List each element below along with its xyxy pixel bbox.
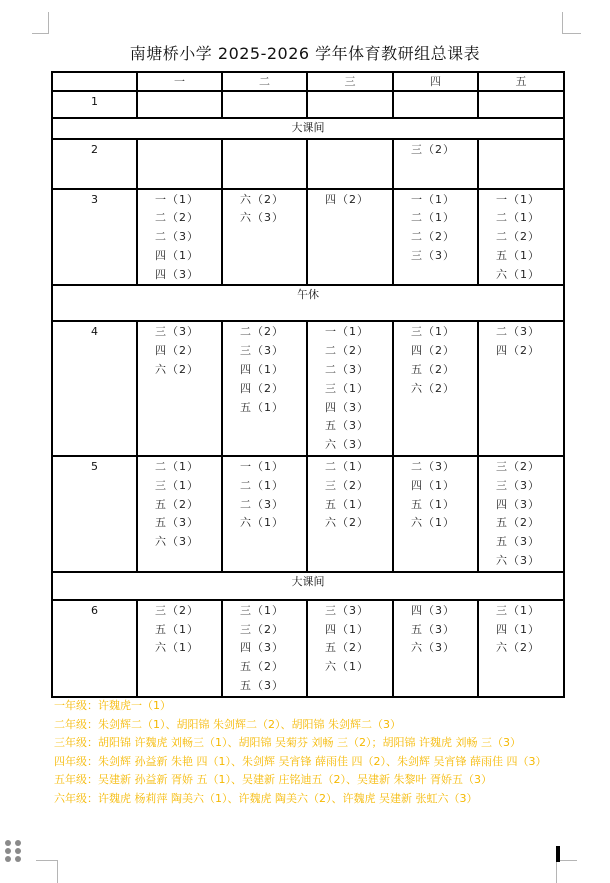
schedule-cell[interactable]: [307, 456, 393, 572]
period-number[interactable]: 1: [52, 91, 137, 118]
class-list: [394, 457, 477, 533]
class-entry: 四（3）: [240, 641, 284, 655]
class-list: [138, 92, 221, 93]
period-row: [52, 139, 564, 189]
class-entry: 四（3）: [325, 400, 369, 414]
class-entry: 二（1）: [240, 478, 284, 492]
schedule-cell[interactable]: [393, 600, 478, 697]
class-entry: 三（2）: [496, 460, 540, 474]
class-list: [479, 457, 563, 571]
class-entry: 四（1）: [496, 622, 540, 636]
schedule-cell[interactable]: [137, 91, 222, 118]
schedule-cell[interactable]: [478, 139, 564, 189]
class-entry: 四（2）: [325, 192, 369, 206]
class-entry: 五（1）: [325, 497, 369, 511]
schedule-cell[interactable]: [478, 456, 564, 572]
class-list: [394, 190, 477, 266]
crop-mark-top-left: [32, 12, 49, 34]
class-entry: 二（1）: [496, 211, 540, 225]
schedule-cell[interactable]: [478, 189, 564, 286]
class-entry: 四（1）: [240, 363, 284, 377]
period-number[interactable]: 4: [52, 321, 137, 456]
schedule-cell[interactable]: [307, 189, 393, 286]
class-entry: 五（2）: [240, 660, 284, 674]
period-row: [52, 456, 564, 572]
schedule-cell[interactable]: [478, 91, 564, 118]
class-entry: 四（2）: [240, 381, 284, 395]
class-entry: 四（2）: [155, 344, 199, 358]
document-title: 南塘桥小学 2025-2026 学年体育教研组总课表: [129, 44, 481, 63]
period-row: [52, 321, 564, 456]
schedule-cell[interactable]: [307, 139, 393, 189]
class-entry: 一（1）: [496, 192, 540, 206]
schedule-cell[interactable]: [393, 321, 478, 456]
class-entry: 五（2）: [411, 363, 455, 377]
class-entry: 三（1）: [411, 325, 455, 339]
text-cursor: [556, 846, 560, 862]
class-entry: 五（3）: [240, 679, 284, 693]
drag-dot: [15, 848, 21, 854]
schedule-cell[interactable]: [478, 600, 564, 697]
class-entry: 六（2）: [325, 516, 369, 530]
class-entry: 六（3）: [496, 554, 540, 568]
class-entry: 六（3）: [325, 438, 369, 452]
class-entry: 一（1）: [325, 325, 369, 339]
period-row: [52, 91, 564, 118]
class-list: [308, 322, 392, 455]
class-entry: 五（2）: [155, 497, 199, 511]
class-entry: 二（2）: [155, 211, 199, 225]
class-entry: 六（2）: [240, 192, 284, 206]
schedule-cell[interactable]: [393, 189, 478, 286]
class-entry: 五（1）: [155, 622, 199, 636]
class-list: [223, 601, 306, 696]
class-list: [479, 92, 563, 93]
class-list: [223, 92, 306, 93]
class-entry: 六（1）: [325, 660, 369, 674]
class-entry: 二（2）: [325, 344, 369, 358]
class-entry: 五（3）: [325, 419, 369, 433]
class-entry: 六（1）: [411, 516, 455, 530]
class-entry: 五（1）: [496, 248, 540, 262]
schedule-cell[interactable]: [307, 321, 393, 456]
schedule-cell[interactable]: [137, 600, 222, 697]
break-label[interactable]: 午休: [52, 285, 564, 321]
class-entry: 五（3）: [411, 622, 455, 636]
class-entry: 二（1）: [325, 460, 369, 474]
crop-mark-bottom-left: [36, 860, 58, 883]
class-entry: 六（1）: [240, 516, 284, 530]
class-entry: 六（2）: [496, 641, 540, 655]
class-entry: 四（1）: [155, 248, 199, 262]
schedule-cell[interactable]: [393, 91, 478, 118]
class-entry: 二（3）: [240, 497, 284, 511]
class-entry: 六（3）: [155, 535, 199, 549]
crop-mark-bottom-right: [556, 860, 577, 883]
drag-dot: [15, 840, 21, 846]
class-list: [308, 457, 392, 533]
class-list: [138, 140, 221, 141]
header-day-2[interactable]: 二: [222, 72, 307, 91]
schedule-cell[interactable]: [478, 321, 564, 456]
header-day-5[interactable]: 五: [478, 72, 564, 91]
period-row: [52, 600, 564, 697]
schedule-cell[interactable]: [222, 321, 307, 456]
class-list: [394, 92, 477, 93]
class-entry: 四（2）: [411, 344, 455, 358]
schedule-cell[interactable]: [137, 139, 222, 189]
schedule-cell[interactable]: [307, 600, 393, 697]
class-entry: 四（1）: [325, 622, 369, 636]
drag-dot: [5, 840, 11, 846]
class-entry: 四（3）: [155, 267, 199, 281]
drag-handle-icon[interactable]: [5, 840, 21, 868]
class-list: [223, 140, 306, 141]
schedule-cell[interactable]: [222, 139, 307, 189]
schedule-cell[interactable]: [393, 456, 478, 572]
schedule-cell[interactable]: [222, 600, 307, 697]
schedule-cell[interactable]: [137, 456, 222, 572]
class-list: [138, 322, 221, 379]
class-list: [308, 190, 392, 210]
teacher-assignment-notes[interactable]: [54, 697, 564, 808]
header-row: [52, 72, 564, 91]
class-entry: 三（3）: [411, 248, 455, 262]
header-day-3[interactable]: 三: [307, 72, 393, 91]
class-entry: 六（1）: [496, 267, 540, 281]
break-row: [52, 285, 564, 321]
class-entry: 六（2）: [411, 381, 455, 395]
drag-dot: [5, 848, 11, 854]
class-entry: 三（1）: [496, 603, 540, 617]
class-entry: 五（2）: [496, 516, 540, 530]
break-row: [52, 572, 564, 600]
class-entry: 四（2）: [496, 344, 540, 358]
class-entry: 六（2）: [155, 363, 199, 377]
class-entry: 三（3）: [325, 603, 369, 617]
drag-dot: [15, 856, 21, 862]
class-entry: 六（3）: [411, 641, 455, 655]
class-entry: 四（1）: [411, 478, 455, 492]
class-list: [138, 457, 221, 552]
class-list: [138, 601, 221, 658]
class-entry: 五（3）: [155, 516, 199, 530]
schedule-cell[interactable]: [222, 456, 307, 572]
class-entry: 四（3）: [411, 603, 455, 617]
schedule-table: [51, 71, 565, 698]
period-number[interactable]: 5: [52, 456, 137, 572]
class-entry: 三（2）: [240, 622, 284, 636]
break-label[interactable]: 大课间: [52, 572, 564, 600]
note-grade-3[interactable]: 三年级：胡阳锦 许魏虎 刘畅三（1）、胡阳锦 吴菊芬 刘畅 三（2）；胡阳锦 许魏虎 刘畅 三（3）: [54, 736, 521, 749]
schedule-cell[interactable]: [307, 91, 393, 118]
schedule-cell[interactable]: [222, 91, 307, 118]
header-day-4[interactable]: 四: [393, 72, 478, 91]
class-entry: 一（1）: [411, 192, 455, 206]
header-day-1[interactable]: 一: [137, 72, 222, 91]
period-number[interactable]: 2: [52, 139, 137, 189]
class-entry: 二（3）: [496, 325, 540, 339]
class-entry: 二（3）: [411, 460, 455, 474]
class-list: [223, 457, 306, 533]
class-list: [394, 140, 477, 160]
class-entry: 六（1）: [155, 641, 199, 655]
class-list: [394, 601, 477, 658]
drag-dot: [5, 856, 11, 862]
class-entry: 三（1）: [155, 478, 199, 492]
period-number[interactable]: 3: [52, 189, 137, 286]
class-entry: 三（3）: [155, 325, 199, 339]
class-entry: 二（3）: [155, 230, 199, 244]
note-grade-2[interactable]: 二年级：朱剑辉二（1）、胡阳锦 朱剑辉二（2）、胡阳锦 朱剑辉二（3）: [54, 717, 401, 731]
class-list: [479, 601, 563, 658]
note-grade-6[interactable]: 六年级：许魏虎 杨莉萍 陶美六（1）、许魏虎 陶美六（2）、许魏虎 吴建新 张虹六（3）: [54, 791, 478, 805]
period-row: [52, 189, 564, 286]
class-entry: 三（1）: [325, 381, 369, 395]
note-grade-1[interactable]: 一年级：许魏虎一（1）: [54, 699, 171, 712]
schedule-cell[interactable]: [137, 189, 222, 286]
schedule-cell[interactable]: [137, 321, 222, 456]
class-entry: 五（1）: [411, 497, 455, 511]
class-entry: 三（2）: [155, 603, 199, 617]
class-entry: 五（3）: [496, 535, 540, 549]
class-entry: 二（1）: [411, 211, 455, 225]
class-entry: 四（3）: [496, 497, 540, 511]
class-entry: 二（3）: [325, 363, 369, 377]
schedule-cell[interactable]: [222, 189, 307, 286]
class-entry: 二（2）: [496, 230, 540, 244]
note-grade-4[interactable]: 四年级：朱剑辉 孙益新 朱艳 四（1）、朱剑辉 吴宵锋 薛雨佳 四（2）、朱剑辉 吴宵锋 薛雨佳 四（3）: [54, 754, 547, 768]
class-entry: 三（1）: [240, 603, 284, 617]
class-entry: 一（1）: [240, 460, 284, 474]
class-list: [479, 190, 563, 285]
class-list: [308, 601, 392, 677]
crop-mark-top-right: [562, 12, 581, 34]
class-list: [223, 322, 306, 417]
class-list: [479, 322, 563, 361]
class-entry: 三（3）: [240, 344, 284, 358]
class-list: [223, 190, 306, 229]
class-list: [308, 140, 392, 141]
schedule-cell[interactable]: [393, 139, 478, 189]
class-list: [308, 92, 392, 93]
class-entry: 一（1）: [155, 192, 199, 206]
class-entry: 三（2）: [411, 142, 455, 156]
class-entry: 六（3）: [240, 211, 284, 225]
class-list: [394, 322, 477, 398]
class-entry: 三（2）: [325, 478, 369, 492]
break-row: [52, 118, 564, 139]
class-entry: 二（1）: [155, 460, 199, 474]
class-entry: 三（3）: [496, 478, 540, 492]
class-list: [479, 140, 563, 141]
note-grade-5[interactable]: 五年级：吴建新 孙益新 胥娇 五（1）、吴建新 庄铭迪五（2）、吴建新 朱黎叶 胥娇五（3）: [54, 773, 492, 786]
break-label[interactable]: 大课间: [52, 118, 564, 139]
class-entry: 五（1）: [240, 400, 284, 414]
class-entry: 二（2）: [411, 230, 455, 244]
period-number[interactable]: 6: [52, 600, 137, 697]
class-entry: 五（2）: [325, 641, 369, 655]
header-corner-cell[interactable]: [52, 72, 137, 91]
class-entry: 二（2）: [240, 325, 284, 339]
class-list: [138, 190, 221, 285]
